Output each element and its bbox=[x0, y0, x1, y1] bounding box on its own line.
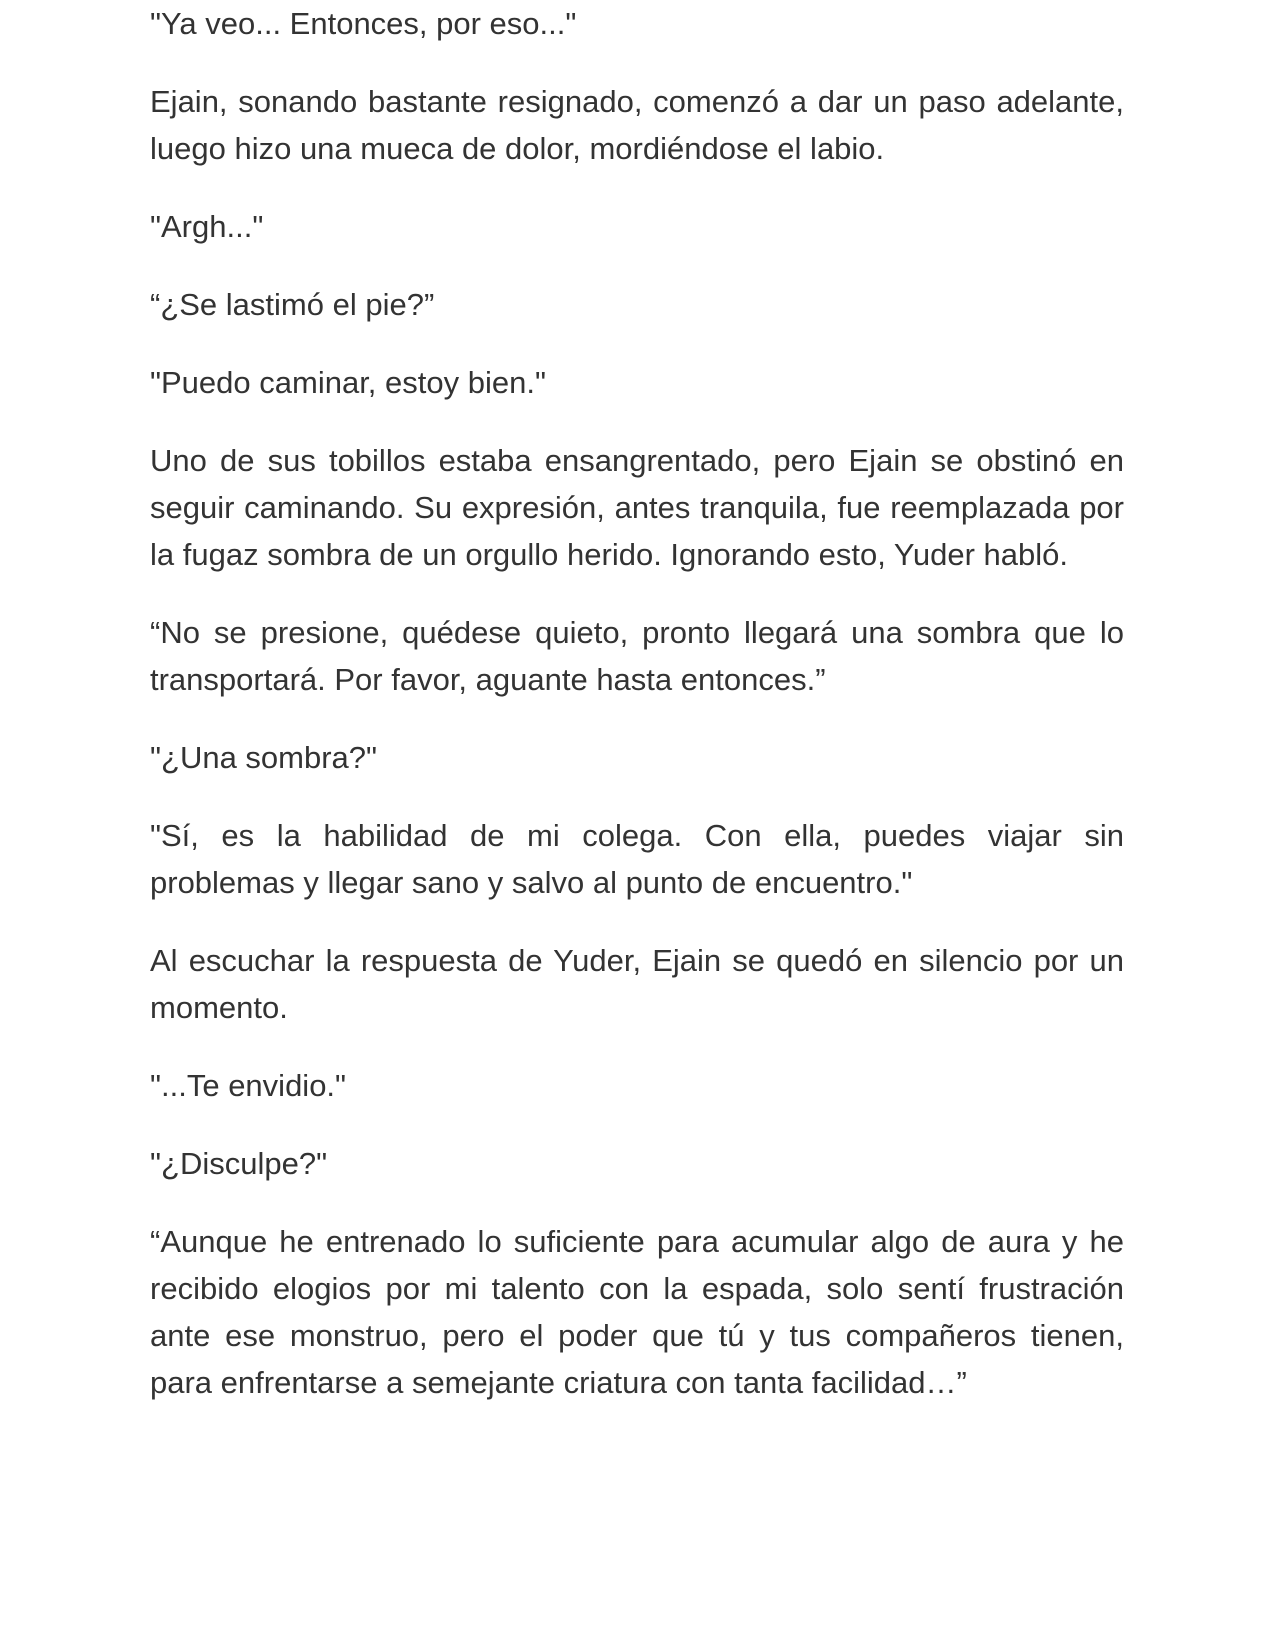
paragraph-3: "Argh..." bbox=[150, 209, 264, 244]
paragraph-11: "...Te envidio." bbox=[150, 1068, 347, 1103]
paragraph-8: "¿Una sombra?" bbox=[150, 740, 378, 775]
paragraph-1: "Ya veo... Entonces, por eso..." bbox=[150, 6, 577, 41]
paragraph-12: "¿Disculpe?" bbox=[150, 1146, 328, 1181]
paragraph-9: "Sí, es la habilidad de mi colega. Con ella, puedes viajar sin problemas y llegar sano y salvo al punto de encuentro." bbox=[150, 818, 1124, 900]
paragraph-6: Uno de sus tobillos estaba ensangrentado, pero Ejain se obstinó en seguir caminando. Su expresión, antes tranquila, fue reemplazada por la fugaz sombra de un orgullo herido. Ignorando esto, Yuder habló. bbox=[150, 443, 1124, 572]
paragraph-4: “¿Se lastimó el pie?” bbox=[150, 287, 435, 322]
paragraph-13: “Aunque he entrenado lo suficiente para acumular algo de aura y he recibido elogios por mi talento con la espada, solo sentí frustración ante ese monstruo, pero el poder que tú y tus compañeros tienen, para enfrentarse a semejante criatura con tanta facilidad…” bbox=[150, 1224, 1124, 1400]
paragraph-10: Al escuchar la respuesta de Yuder, Ejain se quedó en silencio por un momento. bbox=[150, 943, 1124, 1025]
paragraph-5: "Puedo caminar, estoy bien." bbox=[150, 365, 546, 400]
document-page bbox=[150, 0, 1124, 1437]
paragraph-7: “No se presione, quédese quieto, pronto llegará una sombra que lo transportará. Por favor, aguante hasta entonces.” bbox=[150, 615, 1124, 697]
paragraph-2: Ejain, sonando bastante resignado, comenzó a dar un paso adelante, luego hizo una mueca de dolor, mordiéndose el labio. bbox=[150, 84, 1124, 166]
